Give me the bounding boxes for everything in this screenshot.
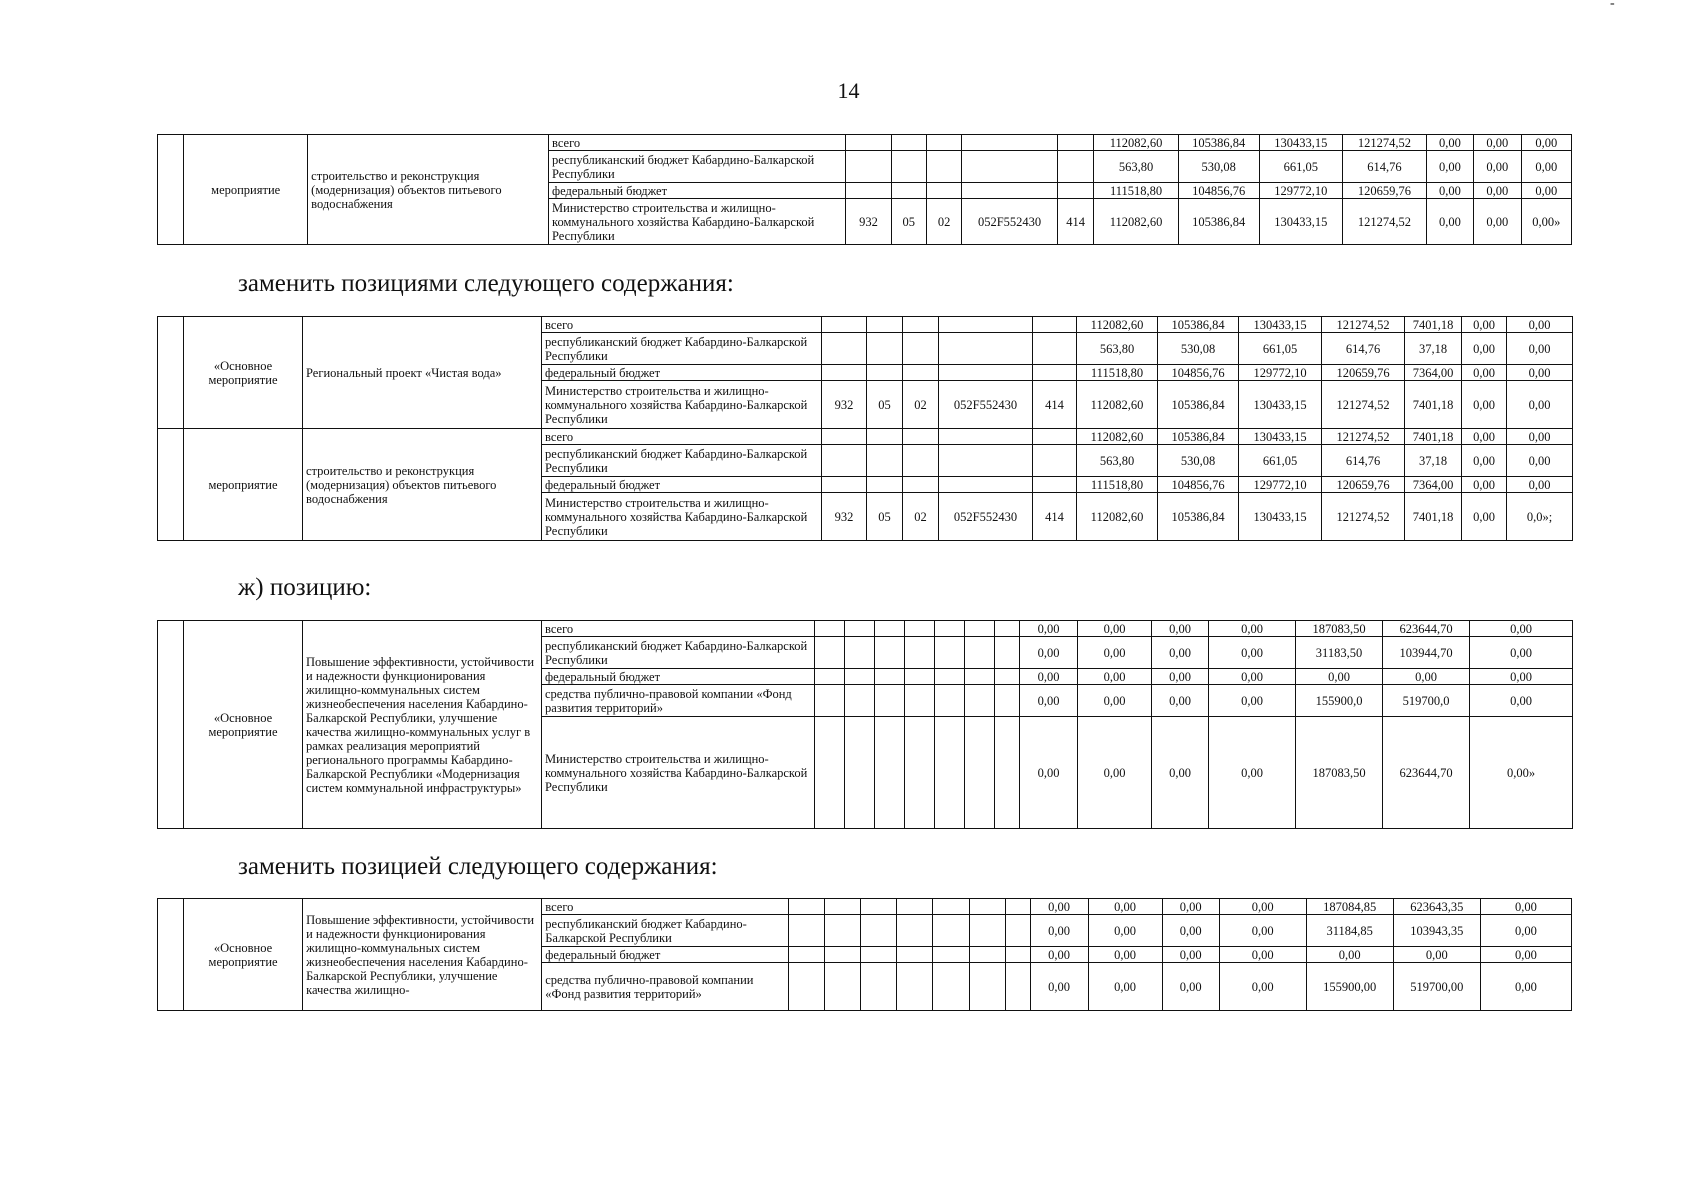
value-cell: 0,00 — [1507, 381, 1573, 429]
value-cell: 563,80 — [1077, 333, 1158, 365]
value-cell: 7401,18 — [1405, 317, 1462, 333]
value-cell: 530,08 — [1158, 445, 1239, 477]
code-cell: 414 — [1033, 493, 1077, 541]
value-cell: 614,76 — [1322, 445, 1405, 477]
table-row — [158, 135, 1572, 151]
blank-cell — [158, 621, 184, 829]
value-cell: 0,00 — [1030, 915, 1088, 947]
value-cell: 0,00 — [1507, 333, 1573, 365]
funding-source: республиканский бюджет Кабардино-Балкарской Республики — [542, 333, 822, 365]
value-cell: 7401,18 — [1405, 493, 1462, 541]
code-cell: 05 — [867, 381, 903, 429]
funding-source: республиканский бюджет Кабардино-Балкарской Республики — [542, 637, 815, 669]
code-cell: 02 — [926, 199, 961, 245]
value-cell: 0,00 — [1219, 947, 1306, 963]
funding-source: республиканский бюджет Кабардино-Балкарской Республики — [542, 915, 789, 947]
row-description: Региональный проект «Чистая вода» — [303, 317, 542, 429]
value-cell: 0,00 — [1219, 899, 1306, 915]
value-cell: 0,00 — [1020, 685, 1078, 717]
value-cell: 623643,35 — [1393, 899, 1480, 915]
value-cell: 0,00 — [1078, 669, 1152, 685]
value-cell: 37,18 — [1405, 445, 1462, 477]
value-cell: 112082,60 — [1077, 493, 1158, 541]
value-cell: 120659,76 — [1322, 477, 1405, 493]
value-cell: 0,00 — [1426, 183, 1473, 199]
funding-source: федеральный бюджет — [542, 947, 789, 963]
value-cell: 0,00 — [1462, 477, 1507, 493]
value-cell: 661,05 — [1259, 151, 1343, 183]
table-row — [158, 429, 1573, 445]
value-cell: 0,00 — [1474, 199, 1521, 245]
funding-source: Министерство строительства и жилищно-коммунального хозяйства Кабардино-Балкарской Республики — [542, 717, 815, 829]
value-cell: 105386,84 — [1178, 135, 1259, 151]
code-cell: 02 — [903, 493, 939, 541]
value-cell: 121274,52 — [1343, 135, 1427, 151]
value-cell: 112082,60 — [1077, 429, 1158, 445]
page-number: 14 — [837, 78, 860, 103]
value-cell: 129772,10 — [1259, 183, 1343, 199]
code-cell: 02 — [903, 381, 939, 429]
value-cell: 0,00 — [1078, 717, 1152, 829]
blank-cell — [158, 135, 184, 245]
table-original-measure — [157, 134, 1572, 245]
value-cell: 129772,10 — [1239, 477, 1322, 493]
value-cell: 104856,76 — [1178, 183, 1259, 199]
value-cell: 0,00 — [1209, 621, 1296, 637]
value-cell: 121274,52 — [1322, 493, 1405, 541]
value-cell: 0,00 — [1078, 637, 1152, 669]
funding-source: республиканский бюджет Кабардино-Балкарской Республики — [549, 151, 846, 183]
value-cell: 623644,70 — [1383, 621, 1470, 637]
row-description: Повышение эффективности, устойчивости и надежности функционирования жилищно-коммунальных систем жизнеобеспечения населения Кабардино-Балкарской Республики, улучшение качества жилищно- — [303, 899, 542, 1011]
heading-position-zh: ж) позицию: — [238, 574, 372, 601]
value-cell: 0,00 — [1088, 963, 1162, 1011]
value-cell: 0,00 — [1462, 333, 1507, 365]
heading-replace-position: заменить позицией следующего содержания: — [238, 853, 718, 880]
value-cell: 0,00 — [1209, 685, 1296, 717]
row-type: «Основное мероприятие — [184, 317, 303, 429]
corner-mark: - — [1610, 0, 1615, 11]
value-cell: 0,00 — [1209, 717, 1296, 829]
value-cell: 130433,15 — [1259, 199, 1343, 245]
funding-source: средства публично-правовой компании «Фонд развития территорий» — [542, 963, 789, 1011]
value-cell: 37,18 — [1405, 333, 1462, 365]
value-cell: 111518,80 — [1077, 477, 1158, 493]
value-cell: 7364,00 — [1405, 477, 1462, 493]
value-cell: 130433,15 — [1259, 135, 1343, 151]
value-cell: 121274,52 — [1322, 381, 1405, 429]
value-cell: 0,00 — [1521, 151, 1572, 183]
value-cell: 0,00 — [1462, 493, 1507, 541]
value-cell: 0,00 — [1152, 669, 1209, 685]
table-replacement-positions — [157, 316, 1573, 541]
value-cell: 104856,76 — [1158, 477, 1239, 493]
row-type: мероприятие — [184, 429, 303, 541]
code-cell: 052F552430 — [962, 199, 1058, 245]
value-cell: 0,00 — [1462, 317, 1507, 333]
funding-source: всего — [549, 135, 846, 151]
row-description: строительство и реконструкция (модернизация) объектов питьевого водоснабжения — [303, 429, 542, 541]
value-cell: 0,00 — [1020, 621, 1078, 637]
value-cell: 0,00 — [1426, 151, 1473, 183]
code-cell: 052F552430 — [939, 381, 1033, 429]
value-cell: 0,00 — [1088, 899, 1162, 915]
value-cell: 0,00 — [1219, 963, 1306, 1011]
value-cell: 0,00 — [1088, 915, 1162, 947]
value-cell: 563,80 — [1094, 151, 1179, 183]
value-cell: 0,00 — [1020, 717, 1078, 829]
value-cell: 0,00 — [1462, 445, 1507, 477]
value-cell: 130433,15 — [1239, 493, 1322, 541]
value-cell: 623644,70 — [1383, 717, 1470, 829]
value-cell: 120659,76 — [1343, 183, 1427, 199]
value-cell: 661,05 — [1239, 445, 1322, 477]
value-cell: 31184,85 — [1306, 915, 1393, 947]
value-cell: 105386,84 — [1158, 493, 1239, 541]
value-cell: 0,00 — [1470, 621, 1573, 637]
row-description: Повышение эффективности, устойчивости и надежности функционирования жилищно-коммунальных систем жизнеобеспечения населения Кабардино-Балкарской Республики, улучшение качества жилищно-коммунальных услуг в рамках реализация мероприятий регионального программы Кабардино-Балкарской Республики «Модернизация систем коммунальной инфраструктуры» — [303, 621, 542, 829]
value-cell: 130433,15 — [1239, 317, 1322, 333]
value-cell: 0,00 — [1383, 669, 1470, 685]
funding-source: федеральный бюджет — [542, 477, 822, 493]
value-cell: 0,00 — [1474, 135, 1521, 151]
value-cell: 530,08 — [1158, 333, 1239, 365]
value-cell: 112082,60 — [1077, 317, 1158, 333]
value-cell: 0,00 — [1507, 365, 1573, 381]
value-cell: 120659,76 — [1322, 365, 1405, 381]
value-cell: 530,08 — [1178, 151, 1259, 183]
value-cell: 0,00 — [1480, 963, 1571, 1011]
value-cell: 0,00 — [1152, 637, 1209, 669]
row-description: строительство и реконструкция (модернизация) объектов питьевого водоснабжения — [308, 135, 549, 245]
value-cell: 0,00 — [1209, 669, 1296, 685]
value-cell: 103944,70 — [1383, 637, 1470, 669]
value-cell: 0,00 — [1521, 183, 1572, 199]
row-type: мероприятие — [184, 135, 308, 245]
code-cell: 932 — [822, 493, 867, 541]
value-cell: 0,00 — [1474, 151, 1521, 183]
value-cell: 0,00 — [1470, 669, 1573, 685]
value-cell: 0,00 — [1426, 135, 1473, 151]
code-cell: 414 — [1033, 381, 1077, 429]
table-row — [158, 899, 1572, 915]
value-cell: 31183,50 — [1296, 637, 1383, 669]
value-cell: 130433,15 — [1239, 381, 1322, 429]
value-cell: 7364,00 — [1405, 365, 1462, 381]
code-cell: 932 — [822, 381, 867, 429]
value-cell: 111518,80 — [1077, 365, 1158, 381]
value-cell: 129772,10 — [1239, 365, 1322, 381]
value-cell: 121274,52 — [1343, 199, 1427, 245]
row-type: «Основное мероприятие — [184, 621, 303, 829]
value-cell: 0,00 — [1470, 685, 1573, 717]
value-cell: 0,00 — [1507, 445, 1573, 477]
funding-source: всего — [542, 899, 789, 915]
value-cell: 0,00 — [1078, 685, 1152, 717]
value-cell: 0,00» — [1470, 717, 1573, 829]
value-cell: 0,00 — [1219, 915, 1306, 947]
value-cell: 0,00 — [1521, 135, 1572, 151]
value-cell: 0,00 — [1480, 899, 1571, 915]
value-cell: 0,00 — [1162, 947, 1219, 963]
blank-cell — [158, 429, 184, 541]
value-cell: 155900,00 — [1306, 963, 1393, 1011]
value-cell: 614,76 — [1343, 151, 1427, 183]
funding-source: Министерство строительства и жилищно-коммунального хозяйства Кабардино-Балкарской Республики — [542, 493, 822, 541]
value-cell: 0,00 — [1209, 637, 1296, 669]
funding-source: федеральный бюджет — [542, 669, 815, 685]
value-cell: 0,00 — [1020, 637, 1078, 669]
table-replacement-position — [157, 898, 1572, 1011]
value-cell: 187083,50 — [1296, 717, 1383, 829]
funding-source: республиканский бюджет Кабардино-Балкарской Республики — [542, 445, 822, 477]
value-cell: 121274,52 — [1322, 429, 1405, 445]
value-cell: 0,00 — [1078, 621, 1152, 637]
code-cell: 05 — [867, 493, 903, 541]
value-cell: 112082,60 — [1077, 381, 1158, 429]
value-cell: 563,80 — [1077, 445, 1158, 477]
value-cell: 105386,84 — [1158, 429, 1239, 445]
value-cell: 105386,84 — [1178, 199, 1259, 245]
value-cell: 0,00 — [1462, 429, 1507, 445]
value-cell: 0,00 — [1507, 317, 1573, 333]
value-cell: 519700,0 — [1383, 685, 1470, 717]
value-cell: 0,00 — [1152, 685, 1209, 717]
value-cell: 7401,18 — [1405, 429, 1462, 445]
value-cell: 0,00 — [1462, 381, 1507, 429]
code-cell: 05 — [891, 199, 926, 245]
value-cell: 0,00 — [1162, 915, 1219, 947]
funding-source: Министерство строительства и жилищно-коммунального хозяйства Кабардино-Балкарской Республики — [549, 199, 846, 245]
value-cell: 0,00 — [1030, 899, 1088, 915]
value-cell: 0,00 — [1152, 621, 1209, 637]
value-cell: 0,00 — [1296, 669, 1383, 685]
table-row — [158, 317, 1573, 333]
funding-source: Министерство строительства и жилищно-коммунального хозяйства Кабардино-Балкарской Республики — [542, 381, 822, 429]
heading-replace-positions: заменить позициями следующего содержания: — [238, 270, 734, 297]
value-cell: 0,00» — [1521, 199, 1572, 245]
value-cell: 0,00 — [1480, 915, 1571, 947]
value-cell: 0,00 — [1030, 947, 1088, 963]
table-row — [158, 621, 1573, 637]
value-cell: 105386,84 — [1158, 381, 1239, 429]
funding-source: всего — [542, 317, 822, 333]
value-cell: 104856,76 — [1158, 365, 1239, 381]
value-cell: 0,00 — [1426, 199, 1473, 245]
value-cell: 121274,52 — [1322, 317, 1405, 333]
value-cell: 0,00 — [1474, 183, 1521, 199]
value-cell: 111518,80 — [1094, 183, 1179, 199]
value-cell: 0,00 — [1162, 899, 1219, 915]
value-cell: 103943,35 — [1393, 915, 1480, 947]
value-cell: 519700,00 — [1393, 963, 1480, 1011]
funding-source: всего — [542, 621, 815, 637]
value-cell: 0,00 — [1306, 947, 1393, 963]
value-cell: 614,76 — [1322, 333, 1405, 365]
blank-cell — [158, 317, 184, 429]
value-cell: 0,00 — [1470, 637, 1573, 669]
value-cell: 0,00 — [1480, 947, 1571, 963]
value-cell: 0,00 — [1507, 429, 1573, 445]
value-cell: 0,0»; — [1507, 493, 1573, 541]
funding-source: средства публично-правовой компании «Фонд развития территорий» — [542, 685, 815, 717]
value-cell: 0,00 — [1162, 963, 1219, 1011]
value-cell: 112082,60 — [1094, 135, 1179, 151]
value-cell: 0,00 — [1393, 947, 1480, 963]
value-cell: 187084,85 — [1306, 899, 1393, 915]
value-cell: 0,00 — [1462, 365, 1507, 381]
row-type: «Основное мероприятие — [184, 899, 303, 1011]
value-cell: 0,00 — [1152, 717, 1209, 829]
funding-source: федеральный бюджет — [542, 365, 822, 381]
value-cell: 0,00 — [1020, 669, 1078, 685]
value-cell: 187083,50 — [1296, 621, 1383, 637]
code-cell: 052F552430 — [939, 493, 1033, 541]
code-cell: 932 — [846, 199, 891, 245]
value-cell: 155900,0 — [1296, 685, 1383, 717]
table-position-zh — [157, 620, 1573, 829]
value-cell: 661,05 — [1239, 333, 1322, 365]
code-cell: 414 — [1057, 199, 1093, 245]
value-cell: 105386,84 — [1158, 317, 1239, 333]
value-cell: 112082,60 — [1094, 199, 1179, 245]
funding-source: федеральный бюджет — [549, 183, 846, 199]
value-cell: 130433,15 — [1239, 429, 1322, 445]
value-cell: 0,00 — [1030, 963, 1088, 1011]
value-cell: 7401,18 — [1405, 381, 1462, 429]
blank-cell — [158, 899, 184, 1011]
funding-source: всего — [542, 429, 822, 445]
value-cell: 0,00 — [1088, 947, 1162, 963]
value-cell: 0,00 — [1507, 477, 1573, 493]
